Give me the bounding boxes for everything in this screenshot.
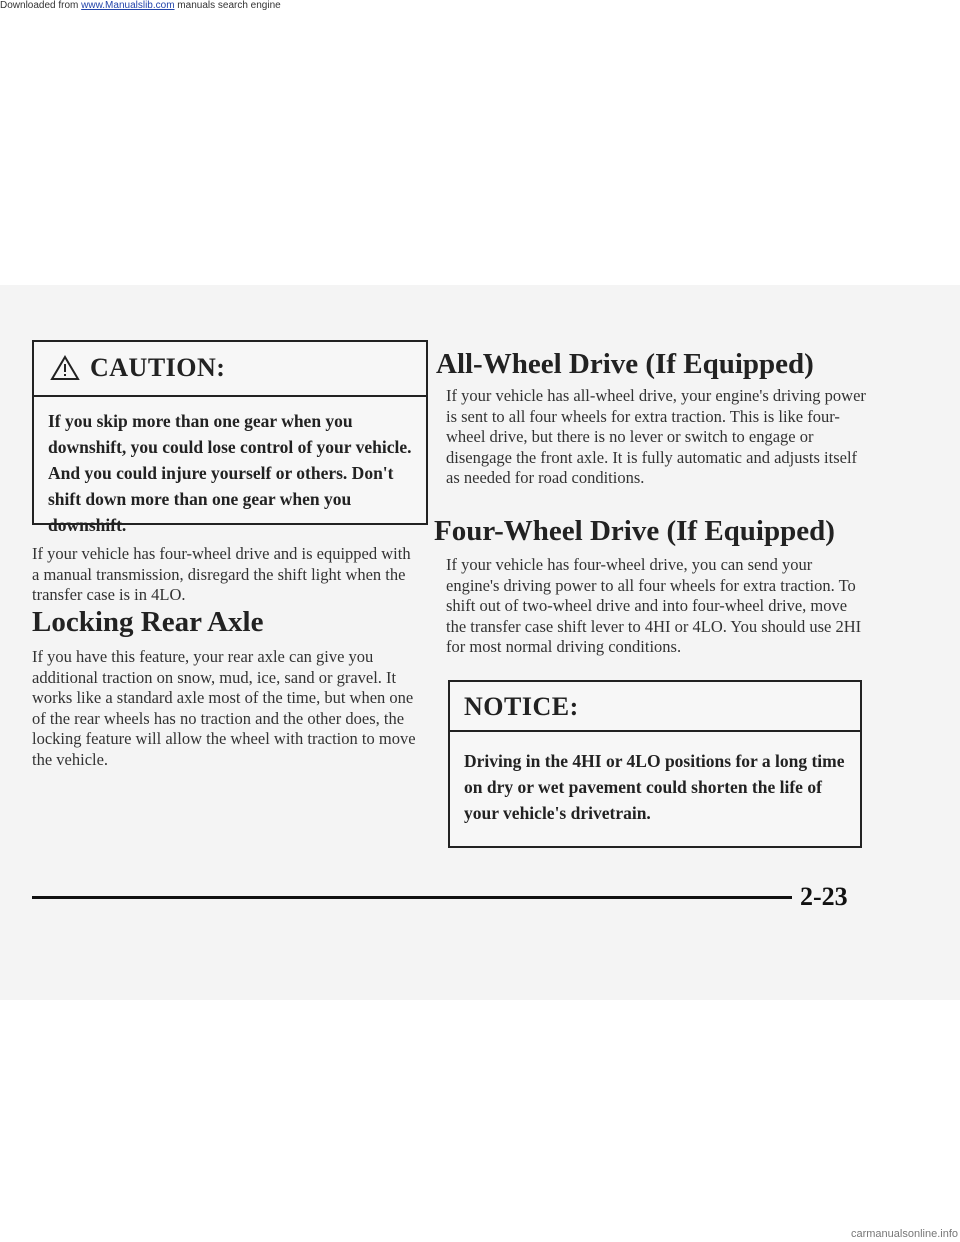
notice-header bbox=[450, 682, 860, 732]
all-wheel-drive-paragraph: If your vehicle has all-wheel drive, your engine's driving power is sent to all four wheels for extra traction. This is like four-wheel drive, but there is no lever or switch to engage or disengage the front axle. It is fully automatic and adjusts itself as needed for road conditions. bbox=[446, 386, 866, 487]
watermark: carmanualsonline.info bbox=[850, 1228, 958, 1240]
download-suffix: manuals search engine bbox=[174, 0, 281, 11]
caution-text: If you skip more than one gear when you downshift, you could lose control of your vehicle. And you could injure yourself or others. Don't shift down more than one gear when you downshift. bbox=[48, 411, 412, 535]
four-wheel-drive-heading: Four-Wheel Drive (If Equipped) bbox=[434, 515, 835, 547]
notice-box bbox=[448, 680, 862, 848]
notice-title: NOTICE: bbox=[464, 692, 579, 721]
manualslib-link[interactable]: www.Manualslib.com bbox=[81, 0, 175, 11]
locking-rear-axle-heading: Locking Rear Axle bbox=[32, 606, 264, 638]
all-wheel-drive-heading: All-Wheel Drive (If Equipped) bbox=[436, 348, 814, 380]
notice-text: Driving in the 4HI or 4LO positions for a long time on dry or wet pavement could shorten the life of your vehicle's drivetrain. bbox=[464, 751, 845, 823]
footer-rule bbox=[32, 896, 792, 899]
page-number: 2-23 bbox=[800, 882, 848, 911]
download-header bbox=[0, 0, 281, 12]
caution-title: CAUTION: bbox=[90, 353, 226, 382]
shift-light-paragraph: If your vehicle has four-wheel drive and is equipped with a manual transmission, disregard the shift light when the transfer case is in 4LO. bbox=[32, 544, 411, 604]
caution-box bbox=[32, 340, 428, 535]
download-prefix: Downloaded from bbox=[0, 0, 82, 11]
warning-triangle-icon bbox=[50, 355, 80, 381]
caution-header bbox=[34, 342, 426, 397]
four-wheel-drive-paragraph: If your vehicle has four-wheel drive, you can send your engine's driving power to all four wheels for extra traction. To shift out of two-wheel drive and into four-wheel drive, move the transfer case shift lever to 4HI or 4LO. You should use 2HI for most normal driving conditions. bbox=[446, 555, 862, 656]
locking-rear-axle-paragraph: If you have this feature, your rear axle can give you additional traction on snow, mud, ice, sand or gravel. It works like a standard axle most of the time, but when one of the rear wheels has no traction and the other does, the locking feature will allow the wheel with traction to move the vehicle. bbox=[32, 647, 416, 769]
